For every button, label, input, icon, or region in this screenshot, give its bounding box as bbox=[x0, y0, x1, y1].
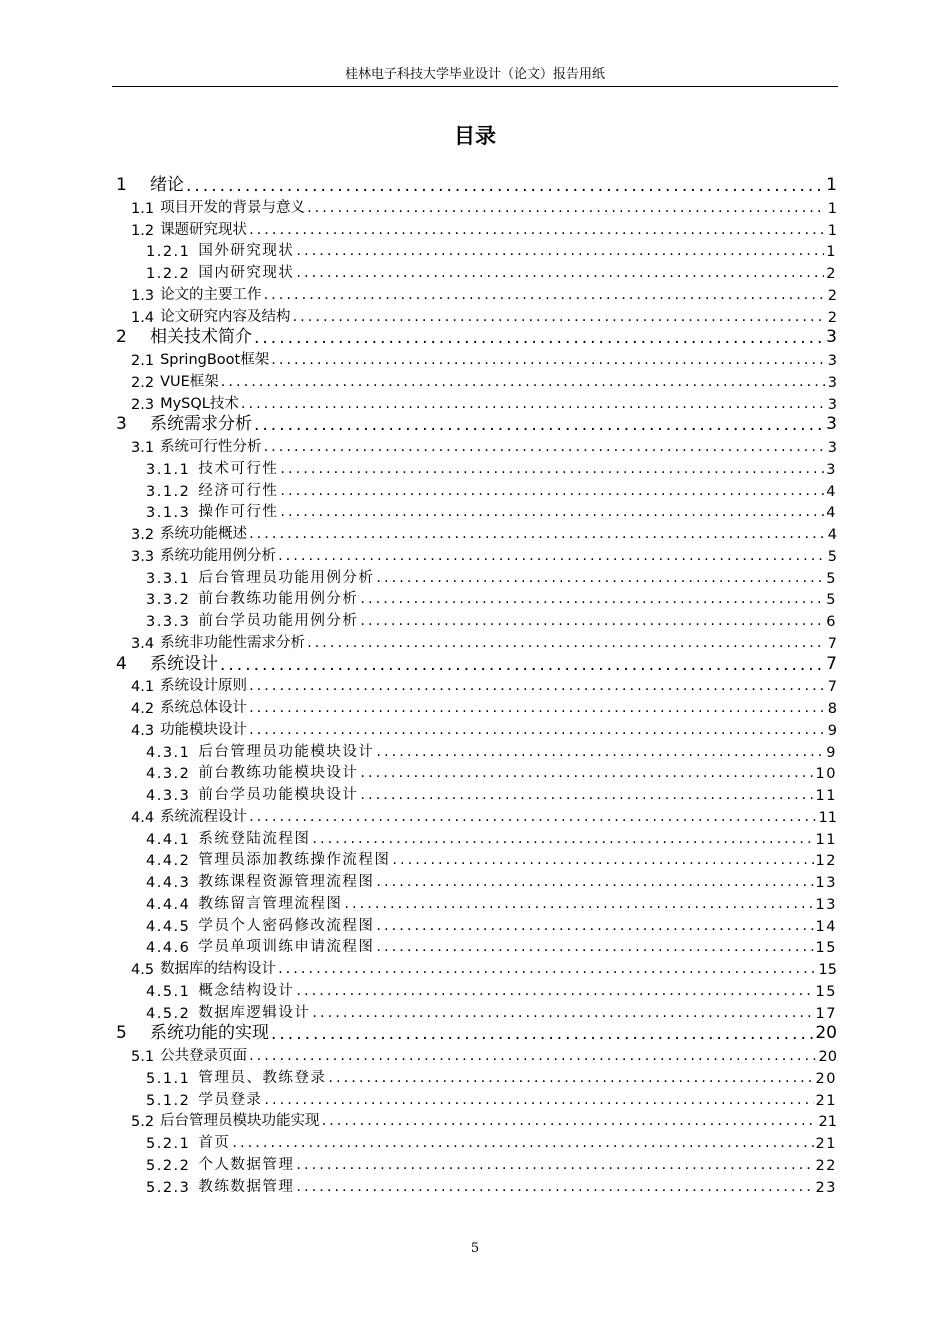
toc-entry-number: 3.1 bbox=[131, 440, 155, 456]
toc-entry-page: 3 bbox=[826, 414, 837, 435]
toc-entry[interactable] bbox=[131, 717, 837, 739]
toc-dot-leader bbox=[360, 786, 813, 804]
toc-entry-page: 11 bbox=[818, 809, 837, 826]
toc-entry-page: 4 bbox=[826, 505, 837, 522]
toc-entry-number: 5.2.1 bbox=[146, 1136, 191, 1152]
toc-entry-number: 4.5.2 bbox=[146, 1005, 191, 1022]
toc-entry[interactable] bbox=[131, 282, 837, 304]
toc-entry[interactable] bbox=[146, 826, 837, 848]
toc-entry-title: 系统可行性分析 bbox=[160, 439, 262, 455]
toc-entry-title: 系统总体设计 bbox=[160, 700, 248, 716]
toc-entry-title: 经济可行性 bbox=[198, 482, 279, 499]
toc-entry-page: 20 bbox=[815, 1070, 837, 1087]
toc-entry-title: 系统需求分析 bbox=[150, 414, 252, 435]
toc-dot-leader bbox=[280, 482, 824, 500]
toc-dot-leader bbox=[249, 677, 826, 695]
toc-dot-leader bbox=[296, 242, 824, 260]
toc-entry-page: 20 bbox=[818, 1049, 837, 1065]
toc-entry-number: 5.2.3 bbox=[146, 1179, 191, 1196]
toc-entry[interactable] bbox=[131, 391, 837, 413]
toc-entry-title: 教练数据管理 bbox=[198, 1178, 295, 1195]
toc-entry[interactable] bbox=[146, 891, 837, 913]
toc-entry-number: 2.1 bbox=[131, 353, 155, 369]
toc-entry[interactable] bbox=[146, 934, 837, 956]
toc-dot-leader bbox=[307, 199, 826, 217]
page-number: 5 bbox=[470, 1241, 480, 1256]
toc-entry[interactable] bbox=[146, 1000, 837, 1022]
toc-entry-page: 21 bbox=[815, 1092, 837, 1109]
toc-entry-title: 系统非功能性需求分析 bbox=[160, 634, 306, 651]
toc-entry-page: 23 bbox=[815, 1179, 837, 1196]
toc-dot-leader bbox=[344, 895, 813, 913]
toc-entry-title: 操作可行性 bbox=[198, 504, 279, 521]
toc-entry[interactable] bbox=[146, 260, 837, 282]
toc-entry-title: 后台管理员模块功能实现 bbox=[160, 1113, 320, 1130]
toc-entry-page: 3 bbox=[827, 353, 837, 369]
toc-entry[interactable] bbox=[146, 238, 837, 260]
toc-entry[interactable] bbox=[131, 521, 837, 543]
toc-entry-number: 4.1 bbox=[131, 679, 155, 696]
toc-entry-title: 项目开发的背景与意义 bbox=[160, 199, 306, 216]
toc-entry-title: 管理员添加教练操作流程图 bbox=[198, 852, 391, 869]
toc-dot-leader bbox=[264, 286, 826, 304]
toc-entry-number: 1.3 bbox=[131, 287, 155, 304]
toc-dot-leader bbox=[271, 1025, 813, 1043]
toc-entry[interactable] bbox=[146, 456, 837, 478]
toc-entry[interactable] bbox=[131, 543, 837, 565]
toc-entry-number: 4.4 bbox=[131, 809, 155, 826]
toc-entry-title: 数据库逻辑设计 bbox=[198, 1004, 311, 1021]
toc-entry-title: MySQL技术 bbox=[160, 395, 239, 412]
toc-entry-title: 相关技术简介 bbox=[150, 327, 252, 348]
toc-entry-page: 2 bbox=[827, 287, 837, 304]
toc-entry-page: 11 bbox=[815, 788, 837, 804]
toc-entry-page: 1 bbox=[827, 222, 837, 239]
toc-dot-leader bbox=[376, 873, 813, 891]
toc-entry-number: 4.3.3 bbox=[146, 788, 191, 804]
toc-entry[interactable] bbox=[146, 978, 837, 1000]
toc-entry[interactable] bbox=[131, 434, 837, 456]
toc-entry-number: 5.1.2 bbox=[146, 1092, 191, 1109]
toc-entry-title: 系统功能的实现 bbox=[150, 1023, 269, 1044]
toc-dot-leader bbox=[220, 656, 824, 674]
toc-entry[interactable] bbox=[131, 195, 837, 217]
toc-entry-title: 首页 bbox=[198, 1135, 231, 1151]
toc-entry-title: 管理员、教练登录 bbox=[198, 1069, 327, 1086]
toc-entry-page: 2 bbox=[826, 266, 837, 282]
toc-dot-leader bbox=[254, 416, 824, 434]
toc-dot-leader bbox=[249, 699, 826, 717]
toc-entry-number: 3.3.2 bbox=[146, 592, 191, 609]
toc-entry-page: 1 bbox=[826, 244, 837, 261]
toc-entry[interactable] bbox=[146, 1065, 837, 1087]
toc-entry[interactable] bbox=[131, 630, 837, 652]
toc-dot-leader bbox=[264, 1091, 813, 1109]
toc-dot-leader bbox=[328, 1069, 813, 1087]
toc-entry-number: 5.1.1 bbox=[146, 1070, 191, 1087]
toc-entry-title: 系统功能概述 bbox=[160, 526, 248, 542]
toc-entry-number: 4.4.3 bbox=[146, 875, 191, 891]
toc-entry-page: 2 bbox=[827, 309, 837, 326]
toc-entry-title: 系统设计原则 bbox=[160, 678, 248, 695]
toc-entry-page: 17 bbox=[815, 1005, 837, 1022]
toc-dot-leader bbox=[249, 721, 826, 739]
toc-entry-title: 系统设计 bbox=[150, 653, 218, 674]
toc-entry-number: 3.4 bbox=[131, 635, 155, 652]
toc-entry-number: 1.2 bbox=[131, 222, 155, 239]
toc-entry-title: SpringBoot框架 bbox=[160, 352, 270, 368]
toc-entry[interactable] bbox=[146, 1152, 837, 1174]
toc-entry-number: 3.1.2 bbox=[146, 483, 191, 500]
toc-entry-title: 学员个人密码修改流程图 bbox=[198, 917, 375, 934]
toc-entry-title: 前台教练功能模块设计 bbox=[198, 765, 359, 782]
toc-entry-page: 4 bbox=[826, 483, 837, 500]
toc-entry-title: 学员单项训练申请流程图 bbox=[198, 939, 375, 956]
toc-entry[interactable] bbox=[116, 173, 837, 195]
toc-dot-leader bbox=[312, 830, 813, 848]
toc-entry-number: 3.2 bbox=[131, 527, 155, 543]
toc-entry-title: 系统流程设计 bbox=[160, 808, 248, 825]
toc-entry[interactable] bbox=[131, 695, 837, 717]
toc-entry-title: 绪论 bbox=[150, 175, 184, 195]
toc-entry-page: 5 bbox=[826, 570, 837, 587]
toc-entry-page: 14 bbox=[815, 918, 837, 935]
toc-entry[interactable] bbox=[131, 217, 837, 239]
toc-entry-page: 15 bbox=[815, 983, 837, 1000]
toc-entry-title: 前台教练功能用例分析 bbox=[198, 591, 359, 608]
toc-entry-page: 5 bbox=[827, 548, 837, 565]
toc-entry-page: 7 bbox=[827, 679, 837, 696]
toc-entry-title: 教练留言管理流程图 bbox=[198, 895, 343, 912]
toc-dot-leader bbox=[254, 329, 824, 347]
toc-entry[interactable] bbox=[146, 499, 837, 521]
toc-entry[interactable] bbox=[116, 1021, 837, 1043]
toc-entry-page: 11 bbox=[815, 831, 837, 848]
toc-entry-number: 4 bbox=[116, 653, 127, 674]
toc-dot-leader bbox=[312, 1004, 813, 1022]
toc-entry[interactable] bbox=[131, 1108, 837, 1130]
toc-dot-leader bbox=[360, 590, 824, 608]
toc-entry-number: 1 bbox=[116, 175, 127, 195]
toc-dot-leader bbox=[296, 1178, 813, 1196]
toc-entry-title: 后台管理员功能模块设计 bbox=[198, 743, 375, 760]
toc-dot-leader bbox=[360, 764, 813, 782]
toc-entry-number: 1.1 bbox=[131, 200, 155, 217]
toc-entry-title: 技术可行性 bbox=[198, 460, 279, 477]
toc-entry-page: 10 bbox=[815, 766, 837, 783]
toc-dot-leader bbox=[280, 503, 824, 521]
toc-entry-page: 20 bbox=[815, 1023, 837, 1044]
toc-entry-page: 4 bbox=[827, 527, 837, 543]
toc-entry-number: 4.5 bbox=[131, 962, 155, 978]
toc-entry-page: 22 bbox=[815, 1157, 837, 1174]
toc-entry-page: 3 bbox=[826, 461, 837, 478]
toc-entry[interactable] bbox=[131, 369, 837, 391]
toc-dot-leader bbox=[280, 460, 824, 478]
toc-entry-page: 8 bbox=[827, 701, 837, 717]
toc-entry-page: 1 bbox=[826, 175, 837, 195]
toc-entry-title: 学员登录 bbox=[198, 1091, 263, 1108]
toc-entry[interactable] bbox=[146, 782, 837, 804]
toc-dot-leader bbox=[376, 938, 813, 956]
toc-entry-number: 1.4 bbox=[131, 309, 155, 326]
toc-entry-page: 6 bbox=[826, 614, 837, 630]
toc-entry-number: 4.4.5 bbox=[146, 918, 191, 935]
toc-entry-number: 5.2 bbox=[131, 1114, 155, 1131]
toc-entry-page: 5 bbox=[826, 592, 837, 609]
page-title: 目录 bbox=[454, 124, 496, 148]
toc-entry[interactable] bbox=[146, 565, 837, 587]
toc-entry[interactable] bbox=[131, 1043, 837, 1065]
toc-entry-number: 4.3 bbox=[131, 722, 155, 739]
toc-entry-title: 国外研究现状 bbox=[198, 243, 295, 260]
toc-dot-leader bbox=[278, 960, 816, 978]
toc-entry-page: 21 bbox=[815, 1136, 837, 1152]
toc-entry-title: 前台学员功能用例分析 bbox=[198, 613, 359, 629]
toc-entry-title: 功能模块设计 bbox=[160, 721, 248, 738]
toc-dot-leader bbox=[264, 438, 826, 456]
toc-dot-leader bbox=[296, 1156, 813, 1174]
toc-entry[interactable] bbox=[146, 847, 837, 869]
toc-entry-title: 概念结构设计 bbox=[198, 982, 295, 999]
toc-entry-title: 系统登陆流程图 bbox=[198, 830, 311, 847]
toc-dot-leader bbox=[221, 373, 826, 391]
toc-dot-leader bbox=[249, 1047, 816, 1065]
toc-entry-number: 2.2 bbox=[131, 374, 155, 391]
toc-entry-page: 9 bbox=[826, 744, 837, 761]
toc-entry[interactable] bbox=[131, 956, 837, 978]
toc-entry-page: 1 bbox=[827, 200, 837, 217]
toc-entry-number: 4.4.1 bbox=[146, 831, 191, 848]
toc-dot-leader bbox=[360, 612, 824, 630]
toc-entry-number: 3.3.1 bbox=[146, 570, 191, 587]
toc-entry[interactable] bbox=[146, 478, 837, 500]
toc-entry[interactable] bbox=[146, 760, 837, 782]
toc-entry-number: 2 bbox=[116, 327, 127, 348]
toc-entry-page: 9 bbox=[827, 722, 837, 739]
toc-dot-leader bbox=[241, 395, 826, 413]
toc-entry-page: 3 bbox=[827, 440, 837, 456]
toc-entry-title: 后台管理员功能用例分析 bbox=[198, 569, 375, 586]
toc-entry[interactable] bbox=[146, 586, 837, 608]
toc-entry-page: 3 bbox=[827, 396, 837, 413]
toc-dot-leader bbox=[392, 851, 813, 869]
toc-dot-leader bbox=[249, 525, 826, 543]
toc-entry-number: 4.3.1 bbox=[146, 744, 191, 761]
toc-entry[interactable] bbox=[131, 673, 837, 695]
toc-entry[interactable] bbox=[131, 347, 837, 369]
toc-entry-number: 1.2.1 bbox=[146, 244, 191, 261]
toc-entry-title: 公共登录页面 bbox=[160, 1048, 248, 1064]
toc-dot-leader bbox=[296, 982, 813, 1000]
toc-entry[interactable] bbox=[131, 804, 837, 826]
toc-entry-number: 3.3 bbox=[131, 548, 155, 565]
toc-entry[interactable] bbox=[116, 325, 837, 347]
toc-entry-title: 论文的主要工作 bbox=[160, 286, 262, 303]
toc-dot-leader bbox=[232, 1134, 813, 1152]
toc-dot-leader bbox=[296, 264, 824, 282]
toc-entry-page: 15 bbox=[818, 962, 837, 978]
toc-entry-number: 5.1 bbox=[131, 1049, 155, 1065]
toc-entry[interactable] bbox=[116, 652, 837, 674]
toc-entry-number: 4.4.4 bbox=[146, 896, 191, 913]
page-header: 桂林电子科技大学毕业设计（论文）报告用纸 bbox=[112, 64, 838, 87]
toc-dot-leader bbox=[249, 808, 816, 826]
toc-entry-page: 12 bbox=[815, 853, 837, 870]
toc-dot-leader bbox=[293, 308, 826, 326]
toc-entry-page: 15 bbox=[815, 940, 837, 957]
toc-dot-leader bbox=[376, 743, 824, 761]
toc-entry-page: 7 bbox=[826, 653, 837, 674]
toc-entry-number: 4.4.2 bbox=[146, 853, 191, 870]
toc-entry-number: 5 bbox=[116, 1023, 127, 1044]
toc-entry-number: 4.2 bbox=[131, 701, 155, 717]
toc-entry[interactable] bbox=[146, 869, 837, 891]
toc-dot-leader bbox=[186, 177, 824, 195]
toc-entry-number: 4.3.2 bbox=[146, 766, 191, 783]
toc-dot-leader bbox=[249, 221, 826, 239]
toc-dot-leader bbox=[322, 1112, 817, 1130]
toc-entry-page: 3 bbox=[827, 374, 837, 391]
toc-entry-title: 论文研究内容及结构 bbox=[160, 308, 291, 325]
toc-entry-number: 3.1.1 bbox=[146, 461, 191, 478]
toc-dot-leader bbox=[278, 547, 826, 565]
toc-dot-leader bbox=[376, 917, 813, 935]
toc-entry-number: 4.5.1 bbox=[146, 983, 191, 1000]
toc-entry-page: 13 bbox=[815, 875, 837, 891]
toc-entry-title: 课题研究现状 bbox=[160, 221, 248, 238]
toc-entry[interactable] bbox=[146, 739, 837, 761]
toc-entry-title: 数据库的结构设计 bbox=[160, 961, 277, 977]
toc-entry-title: VUE框架 bbox=[160, 373, 219, 390]
toc-entry-number: 3 bbox=[116, 414, 127, 435]
toc-entry-number: 4.4.6 bbox=[146, 940, 191, 957]
toc-entry[interactable] bbox=[146, 1130, 837, 1152]
toc-entry-number: 3.3.3 bbox=[146, 614, 191, 630]
toc-entry[interactable] bbox=[146, 913, 837, 935]
toc-entry-title: 国内研究现状 bbox=[198, 265, 295, 281]
toc-entry[interactable] bbox=[146, 1174, 837, 1196]
toc-entry-title: 系统功能用例分析 bbox=[160, 547, 277, 564]
toc-dot-leader bbox=[271, 351, 826, 369]
toc-entry-number: 2.3 bbox=[131, 396, 155, 413]
toc-dot-leader bbox=[376, 569, 824, 587]
toc-entry-number: 3.1.3 bbox=[146, 505, 191, 522]
toc-dot-leader bbox=[307, 634, 826, 652]
toc-entry-number: 5.2.2 bbox=[146, 1157, 191, 1174]
toc-entry-page: 21 bbox=[818, 1114, 837, 1131]
toc-entry[interactable] bbox=[131, 304, 837, 326]
toc-entry-title: 前台学员功能模块设计 bbox=[198, 787, 359, 803]
toc-entry-title: 教练课程资源管理流程图 bbox=[198, 874, 375, 890]
toc-entry-page: 3 bbox=[826, 327, 837, 348]
toc-entry[interactable] bbox=[116, 412, 837, 434]
toc-entry[interactable] bbox=[146, 1087, 837, 1109]
toc-entry-title: 个人数据管理 bbox=[198, 1156, 295, 1173]
toc-entry-number: 1.2.2 bbox=[146, 266, 191, 282]
toc-entry-page: 7 bbox=[827, 635, 837, 652]
toc-entry-page: 13 bbox=[815, 896, 837, 913]
toc-entry[interactable] bbox=[146, 608, 837, 630]
